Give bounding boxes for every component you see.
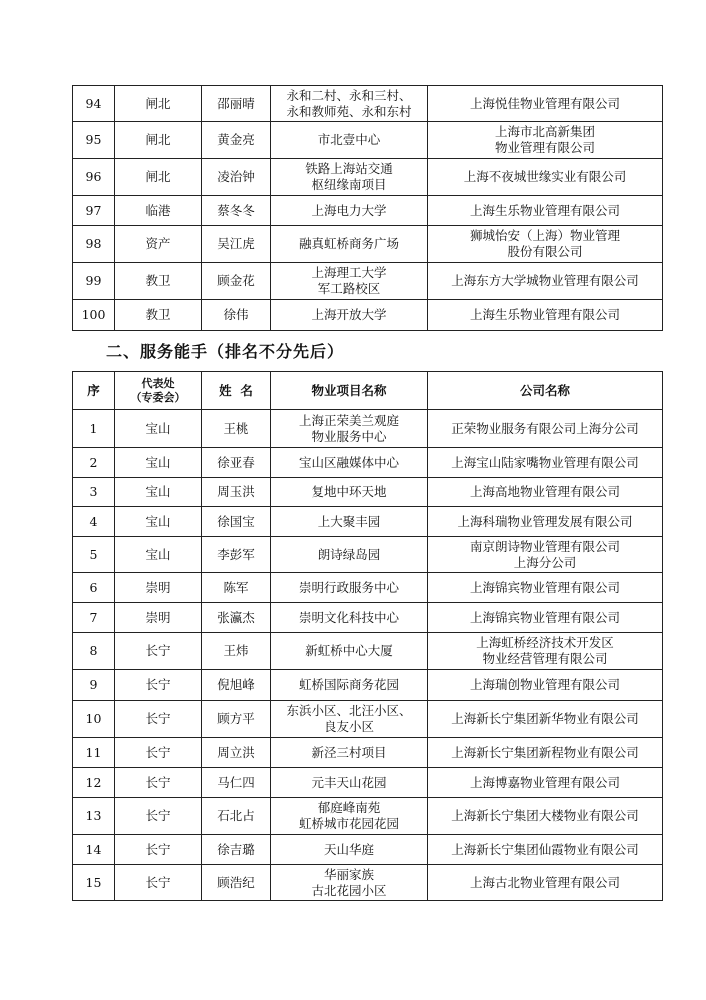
cell-company: 上海悦佳物业管理有限公司 xyxy=(428,86,663,122)
cell-company: 上海不夜城世缘实业有限公司 xyxy=(428,159,663,196)
cell-no: 9 xyxy=(73,670,115,701)
cell-name: 石北占 xyxy=(202,798,271,835)
cell-no: 13 xyxy=(73,798,115,835)
cell-name: 周立洪 xyxy=(202,738,271,768)
cell-project: 新泾三村项目 xyxy=(271,738,428,768)
table-row xyxy=(73,768,663,798)
header-name: 姓 名 xyxy=(202,372,271,410)
table-row xyxy=(73,226,663,263)
cell-district: 长宁 xyxy=(115,865,202,901)
cell-company: 上海古北物业管理有限公司 xyxy=(428,865,663,901)
cell-no: 97 xyxy=(73,196,115,226)
cell-project: 上大聚丰园 xyxy=(271,507,428,537)
table-row xyxy=(73,448,663,478)
cell-project: 市北壹中心 xyxy=(271,122,428,159)
cell-no: 1 xyxy=(73,410,115,448)
cell-district: 长宁 xyxy=(115,701,202,738)
cell-project: 新虹桥中心大厦 xyxy=(271,633,428,670)
cell-no: 7 xyxy=(73,603,115,633)
table-row xyxy=(73,86,663,122)
table-row xyxy=(73,670,663,701)
table-service-experts xyxy=(72,371,663,901)
cell-project: 上海理工大学 军工路校区 xyxy=(271,263,428,300)
cell-district: 崇明 xyxy=(115,573,202,603)
cell-company: 上海新长宁集团大楼物业有限公司 xyxy=(428,798,663,835)
cell-district: 宝山 xyxy=(115,507,202,537)
cell-no: 4 xyxy=(73,507,115,537)
cell-company: 上海生乐物业管理有限公司 xyxy=(428,196,663,226)
cell-company: 上海市北高新集团 物业管理有限公司 xyxy=(428,122,663,159)
cell-no: 11 xyxy=(73,738,115,768)
cell-no: 99 xyxy=(73,263,115,300)
table-row xyxy=(73,263,663,300)
cell-name: 蔡冬冬 xyxy=(202,196,271,226)
cell-district: 宝山 xyxy=(115,448,202,478)
cell-district: 资产 xyxy=(115,226,202,263)
cell-district: 长宁 xyxy=(115,768,202,798)
cell-name: 马仁四 xyxy=(202,768,271,798)
cell-project: 上海电力大学 xyxy=(271,196,428,226)
cell-name: 顾方平 xyxy=(202,701,271,738)
cell-company: 上海高地物业管理有限公司 xyxy=(428,478,663,507)
cell-district: 长宁 xyxy=(115,798,202,835)
cell-name: 顾浩纪 xyxy=(202,865,271,901)
cell-district: 宝山 xyxy=(115,537,202,573)
cell-no: 15 xyxy=(73,865,115,901)
cell-no: 95 xyxy=(73,122,115,159)
cell-company: 上海锦宾物业管理有限公司 xyxy=(428,603,663,633)
cell-no: 100 xyxy=(73,300,115,331)
cell-name: 徐国宝 xyxy=(202,507,271,537)
cell-company: 上海虹桥经济技术开发区 物业经营管理有限公司 xyxy=(428,633,663,670)
table-row xyxy=(73,478,663,507)
cell-name: 徐吉璐 xyxy=(202,835,271,865)
cell-project: 崇明文化科技中心 xyxy=(271,603,428,633)
cell-name: 徐伟 xyxy=(202,300,271,331)
cell-no: 5 xyxy=(73,537,115,573)
table-row xyxy=(73,122,663,159)
cell-name: 凌治钟 xyxy=(202,159,271,196)
cell-project: 天山华庭 xyxy=(271,835,428,865)
cell-district: 长宁 xyxy=(115,738,202,768)
cell-district: 宝山 xyxy=(115,410,202,448)
cell-company: 上海新长宁集团新华物业有限公司 xyxy=(428,701,663,738)
cell-district: 临港 xyxy=(115,196,202,226)
table-row xyxy=(73,701,663,738)
cell-company: 上海瑞创物业管理有限公司 xyxy=(428,670,663,701)
table-row xyxy=(73,159,663,196)
cell-no: 10 xyxy=(73,701,115,738)
cell-no: 94 xyxy=(73,86,115,122)
cell-company: 正荣物业服务有限公司上海分公司 xyxy=(428,410,663,448)
cell-name: 李彭军 xyxy=(202,537,271,573)
table-row xyxy=(73,537,663,573)
cell-name: 黄金亮 xyxy=(202,122,271,159)
section-title: 二、服务能手（排名不分先后） xyxy=(106,342,345,361)
cell-project: 朗诗绿岛园 xyxy=(271,537,428,573)
cell-district: 教卫 xyxy=(115,263,202,300)
table-row xyxy=(73,507,663,537)
cell-district: 长宁 xyxy=(115,633,202,670)
table-row xyxy=(73,196,663,226)
cell-district: 教卫 xyxy=(115,300,202,331)
cell-no: 14 xyxy=(73,835,115,865)
table-row xyxy=(73,633,663,670)
cell-project: 东浜小区、北汪小区、 良友小区 xyxy=(271,701,428,738)
cell-no: 3 xyxy=(73,478,115,507)
cell-no: 12 xyxy=(73,768,115,798)
cell-name: 张瀛杰 xyxy=(202,603,271,633)
table-continued-list xyxy=(72,85,663,331)
cell-company: 南京朗诗物业管理有限公司 上海分公司 xyxy=(428,537,663,573)
cell-district: 宝山 xyxy=(115,478,202,507)
cell-district: 崇明 xyxy=(115,603,202,633)
table-row xyxy=(73,410,663,448)
cell-name: 邵丽晴 xyxy=(202,86,271,122)
cell-project: 宝山区融媒体中心 xyxy=(271,448,428,478)
header-project: 物业项目名称 xyxy=(271,372,428,410)
cell-project: 融真虹桥商务广场 xyxy=(271,226,428,263)
cell-company: 上海生乐物业管理有限公司 xyxy=(428,300,663,331)
table-header-row xyxy=(73,372,663,410)
cell-project: 上海正荣美兰观庭 物业服务中心 xyxy=(271,410,428,448)
cell-name: 吴江虎 xyxy=(202,226,271,263)
header-company: 公司名称 xyxy=(428,372,663,410)
cell-project: 铁路上海站交通 枢纽缘南项目 xyxy=(271,159,428,196)
cell-no: 8 xyxy=(73,633,115,670)
header-no: 序 xyxy=(73,372,115,410)
cell-district: 闸北 xyxy=(115,122,202,159)
table-service-experts-body xyxy=(73,410,663,901)
cell-name: 倪旭峰 xyxy=(202,670,271,701)
cell-name: 周玉洪 xyxy=(202,478,271,507)
cell-project: 复地中环天地 xyxy=(271,478,428,507)
cell-no: 98 xyxy=(73,226,115,263)
cell-project: 元丰天山花园 xyxy=(271,768,428,798)
cell-district: 长宁 xyxy=(115,835,202,865)
cell-district: 闸北 xyxy=(115,86,202,122)
cell-name: 陈军 xyxy=(202,573,271,603)
cell-company: 上海东方大学城物业管理有限公司 xyxy=(428,263,663,300)
cell-project: 郁庭峰南苑 虹桥城市花园花园 xyxy=(271,798,428,835)
table-row xyxy=(73,865,663,901)
cell-company: 上海新长宁集团新程物业有限公司 xyxy=(428,738,663,768)
cell-company: 上海锦宾物业管理有限公司 xyxy=(428,573,663,603)
cell-no: 96 xyxy=(73,159,115,196)
table-continued-body xyxy=(73,86,663,331)
cell-name: 顾金花 xyxy=(202,263,271,300)
cell-project: 崇明行政服务中心 xyxy=(271,573,428,603)
table-row xyxy=(73,738,663,768)
header-district: 代表处 （专委会） xyxy=(115,372,202,410)
cell-project: 华丽家族 古北花园小区 xyxy=(271,865,428,901)
table-row xyxy=(73,300,663,331)
cell-company: 狮城怡安（上海）物业管理 股份有限公司 xyxy=(428,226,663,263)
table-row xyxy=(73,835,663,865)
cell-company: 上海宝山陆家嘴物业管理有限公司 xyxy=(428,448,663,478)
cell-project: 上海开放大学 xyxy=(271,300,428,331)
cell-name: 王炜 xyxy=(202,633,271,670)
cell-name: 王桃 xyxy=(202,410,271,448)
cell-project: 永和二村、永和三村、 永和教师苑、永和东村 xyxy=(271,86,428,122)
cell-company: 上海科瑞物业管理发展有限公司 xyxy=(428,507,663,537)
table-row xyxy=(73,573,663,603)
cell-company: 上海博嘉物业管理有限公司 xyxy=(428,768,663,798)
table-row xyxy=(73,603,663,633)
cell-project: 虹桥国际商务花园 xyxy=(271,670,428,701)
cell-name: 徐亚春 xyxy=(202,448,271,478)
cell-district: 长宁 xyxy=(115,670,202,701)
table-row xyxy=(73,798,663,835)
cell-no: 2 xyxy=(73,448,115,478)
cell-company: 上海新长宁集团仙霞物业有限公司 xyxy=(428,835,663,865)
cell-district: 闸北 xyxy=(115,159,202,196)
cell-no: 6 xyxy=(73,573,115,603)
